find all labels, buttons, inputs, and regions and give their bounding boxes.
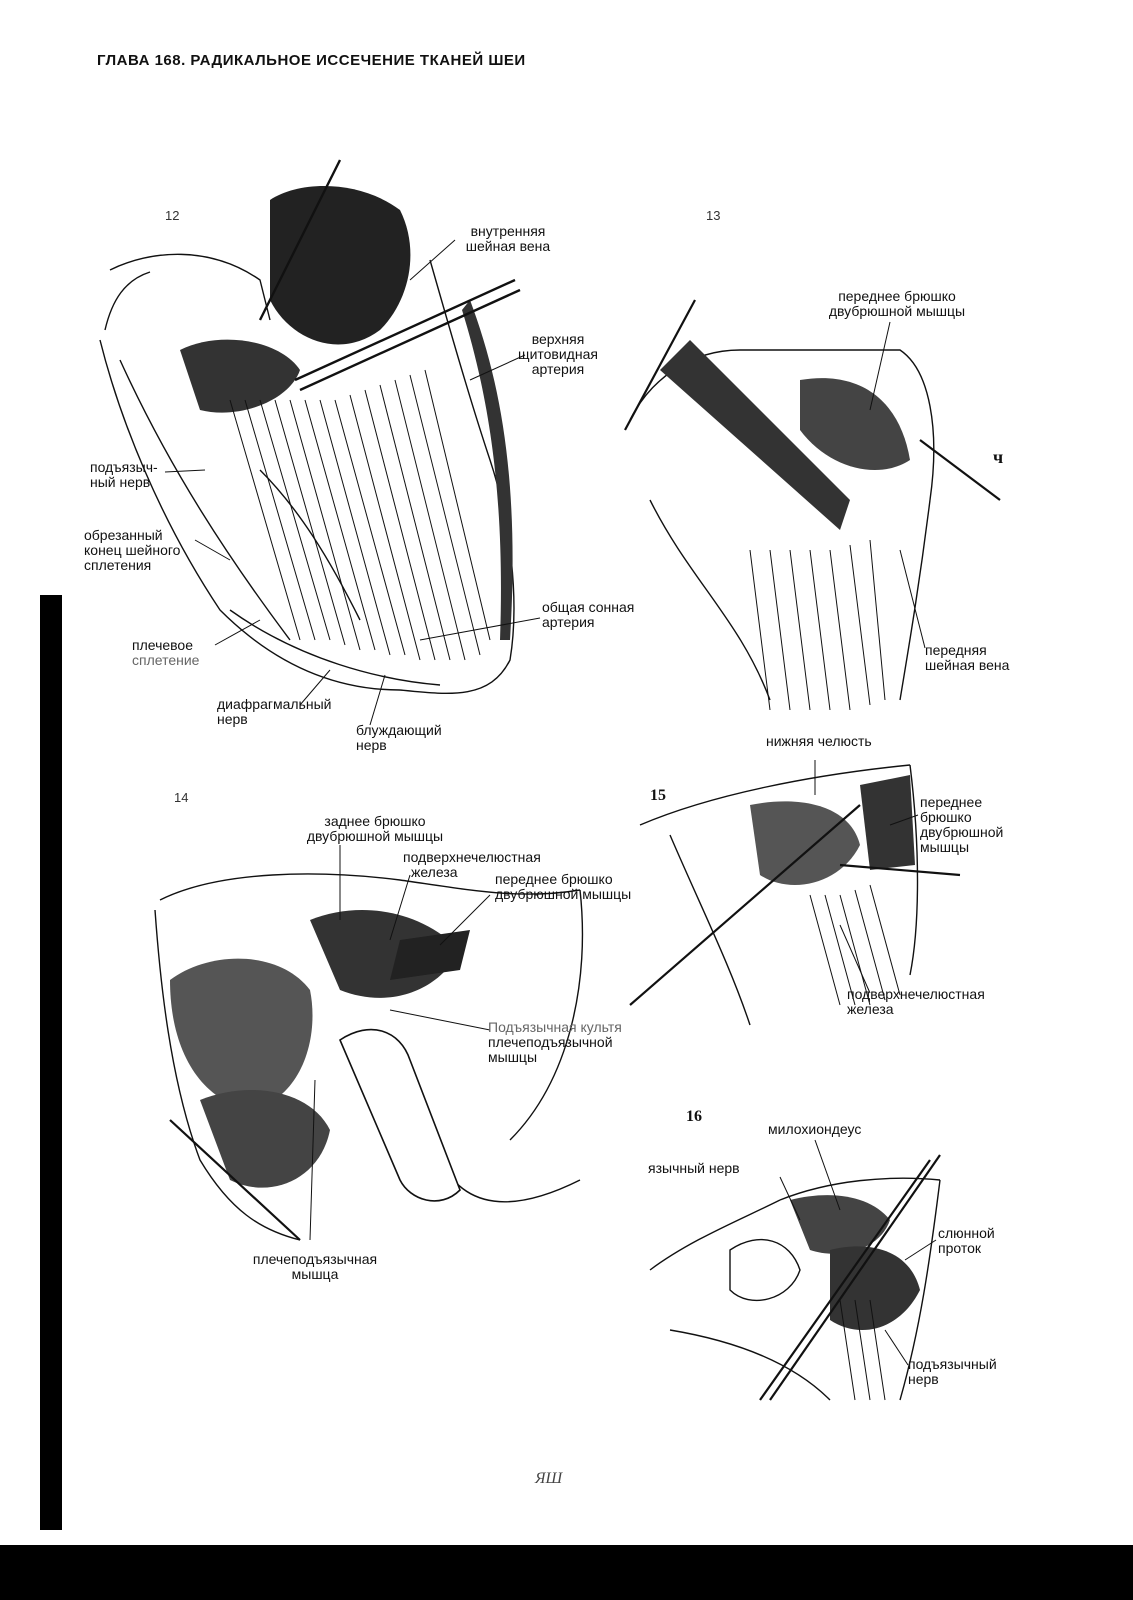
- label-line: мышцы: [488, 1049, 537, 1065]
- label-anterior-digastric-belly: [920, 795, 1003, 855]
- scan-edge-left: [40, 595, 62, 1530]
- label-line: нерв: [908, 1371, 939, 1387]
- label-superior-thyroid-artery: [508, 332, 608, 377]
- label-line: общая сонная: [542, 599, 635, 615]
- label-anterior-jugular-vein: [925, 643, 1009, 673]
- label-line: переднее брюшко: [838, 288, 956, 304]
- label-line: сплетения: [84, 557, 152, 573]
- label-line: плечевое: [132, 637, 194, 653]
- figure-number: 13: [706, 208, 721, 223]
- label-line: щитовидная: [518, 346, 598, 362]
- label-line: ный нерв: [90, 474, 151, 490]
- label-line: шейная вена: [925, 657, 1010, 673]
- label-line: подъязычный: [908, 1356, 997, 1372]
- mark-ch: ч: [993, 447, 1004, 467]
- label-mylohyoid: милохиондеус: [768, 1121, 862, 1137]
- label-line: диафрагмальный: [217, 696, 332, 712]
- label-line: Подъязычная культя: [488, 1019, 622, 1035]
- label-line: двубрюшной мышцы: [306, 828, 444, 844]
- label-line: заднее брюшко: [324, 813, 426, 829]
- label-line: брюшко: [920, 809, 972, 825]
- label-line: переднее: [920, 794, 983, 810]
- figure-number: 15: [650, 787, 666, 804]
- figure-16: [630, 1100, 1050, 1420]
- label-lingual-nerve: язычный нерв: [648, 1160, 740, 1176]
- label-line: блуждающий: [356, 722, 442, 738]
- label-line: подверхнечелюстная: [403, 849, 541, 865]
- label-line: артерия: [531, 361, 585, 377]
- label-vagus-nerve: [356, 723, 442, 753]
- figure-15: [610, 725, 1040, 1035]
- figure-number: 14: [174, 790, 189, 805]
- figure-number: 16: [686, 1108, 702, 1125]
- label-line: шейная вена: [465, 238, 551, 254]
- label-internal-jugular-vein: [458, 224, 558, 254]
- label-omohyoid-stump: [488, 1020, 622, 1065]
- figure-14: [140, 780, 660, 1300]
- label-line: железа: [847, 1001, 894, 1017]
- label-line: переднее брюшко: [495, 871, 613, 887]
- label-submandibular-gland: [847, 987, 985, 1017]
- label-line: внутренняя: [470, 223, 546, 239]
- label-hypoglossal-nerve: [90, 460, 158, 490]
- chapter-title: ГЛАВА 168. РАДИКАЛЬНОЕ ИССЕЧЕНИЕ ТКАНЕЙ ШЕИ: [97, 52, 526, 69]
- label-line: передняя: [925, 642, 987, 658]
- label-line: артерия: [542, 614, 595, 630]
- label-line: слюнной: [938, 1225, 995, 1241]
- label-line: подверхнечелюстная: [847, 986, 985, 1002]
- scan-edge-bottom: [0, 1545, 1133, 1600]
- figure-13: [600, 200, 1060, 730]
- figure-12: [0, 0, 635, 790]
- label-line: мышцы: [920, 839, 969, 855]
- label-line: сплетение: [132, 652, 200, 668]
- label-line: обрезанный: [84, 527, 163, 543]
- label-hypoglossal-nerve: [908, 1357, 997, 1387]
- figure-12-illustration: [0, 0, 620, 790]
- label-phrenic-nerve: [217, 697, 331, 727]
- label-line: верхняя: [531, 331, 585, 347]
- label-line: плечеподъязычная: [252, 1251, 378, 1267]
- label-line: нерв: [217, 711, 248, 727]
- label-cut-cervical-plexus: [84, 528, 180, 573]
- label-anterior-digastric-belly: [812, 289, 982, 319]
- label-line: нерв: [356, 737, 387, 753]
- label-mandible: нижняя челюсть: [766, 733, 872, 749]
- figure-number: 12: [165, 208, 180, 223]
- label-line: двубрюшной мышцы: [828, 303, 966, 319]
- page-number: ЯШ: [535, 1470, 563, 1487]
- label-line: проток: [938, 1240, 982, 1256]
- label-line: конец шейного: [84, 542, 181, 558]
- label-line: плечеподъязычной: [488, 1034, 613, 1050]
- label-brachial-plexus: [132, 638, 199, 668]
- label-posterior-digastric-belly: [290, 814, 460, 844]
- label-line: двубрюшной: [920, 824, 1004, 840]
- label-line: двубрюшной мышцы: [495, 886, 632, 902]
- label-line: железа: [411, 864, 458, 880]
- label-omohyoid-muscle: [230, 1252, 400, 1282]
- label-salivary-duct: [938, 1226, 995, 1256]
- label-line: подъязыч-: [90, 459, 158, 475]
- label-line: мышца: [291, 1266, 339, 1282]
